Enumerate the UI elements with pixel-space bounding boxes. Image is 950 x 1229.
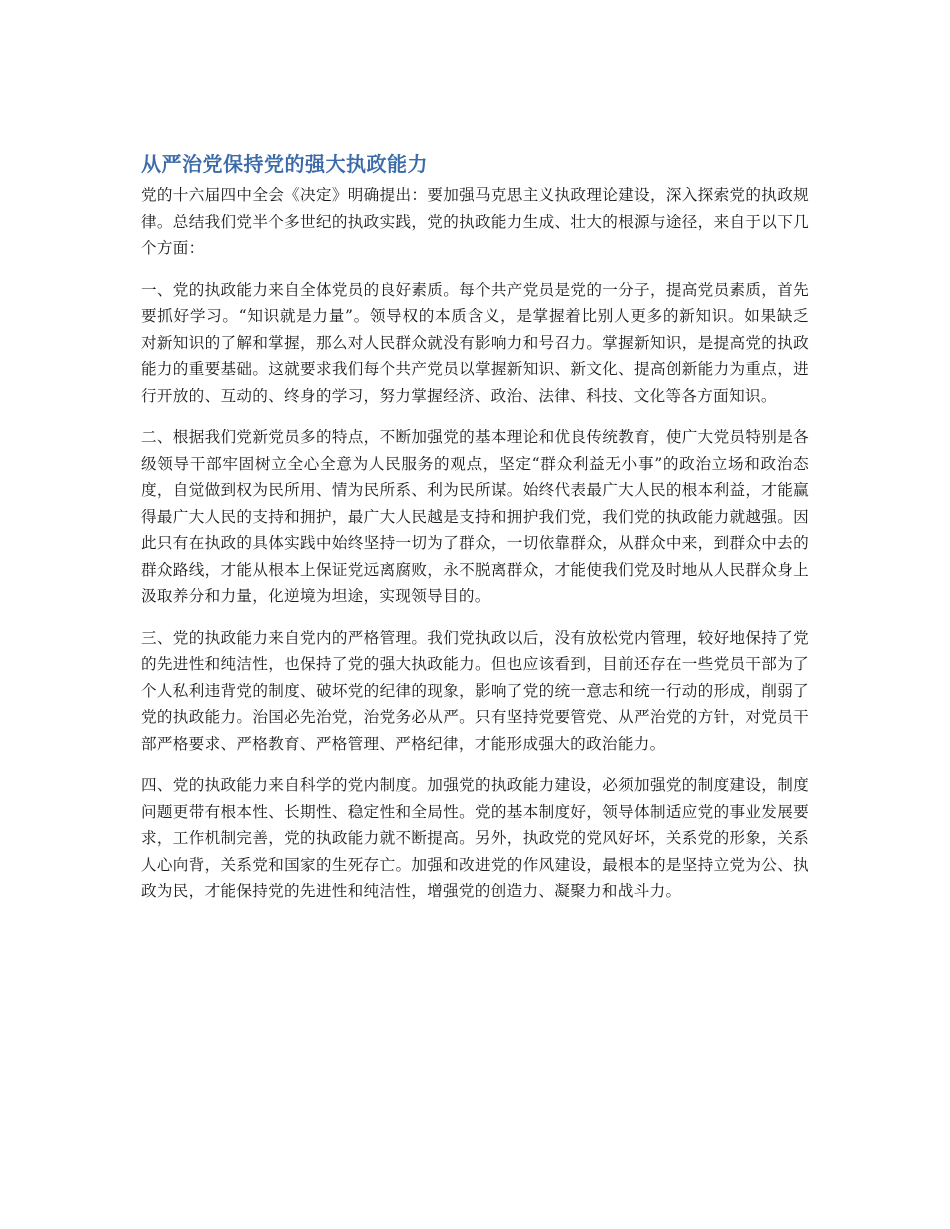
paragraph-4: 四、党的执政能力来自科学的党内制度。加强党的执政能力建设，必须加强党的制度建设，制度问题更带有根本性、长期性、稳定性和全局性。党的基本制度好，领导体制适应党的事业发展要求，工作机制完善，党的执政能力就不断提高。另外，执政党的党风好坏，关系党的形象，关系人心向背，关系党和国家的生死存亡。加强和改进党的作风建设，最根本的是坚持立党为公、执政为民，才能保持党的先进性和纯洁性，增强党的创造力、凝聚力和战斗力。 [141, 776, 809, 900]
document-title: 从严治党保持党的强大执政能力 [141, 152, 428, 176]
document-page [141, 150, 809, 920]
paragraph-intro: 党的十六届四中全会《决定》明确提出：要加强马克思主义执政理论建设，深入探索党的执政规律。总结我们党半个多世纪的执政实践，党的执政能力生成、壮大的根源与途径，来自于以下几个方面： [141, 186, 809, 257]
paragraph-1: 一、党的执政能力来自全体党员的良好素质。每个共产党员是党的一分子，提高党员素质，首先要抓好学习。“知识就是力量”。领导权的本质含义，是掌握着比别人更多的新知识。如果缺乏对新知识的了解和掌握，那么对人民群众就没有影响力和号召力。掌握新知识，是提高党的执政能力的重要基础。这就要求我们每个共产党员以掌握新知识、新文化、提高创新能力为重点，进行开放的、互动的、终身的学习，努力掌握经济、政治、法律、科技、文化等各方面知识。 [141, 280, 809, 405]
paragraph-2: 二、根据我们党新党员多的特点，不断加强党的基本理论和优良传统教育，使广大党员特别是各级领导干部牢固树立全心全意为人民服务的观点，坚定“群众利益无小事”的政治立场和政治态度，自觉做到权为民所用、情为民所系、利为民所谋。始终代表最广大人民的根本利益，才能赢得最广大人民的支持和拥护，最广大人民越是支持和拥护我们党，我们党的执政能力就越强。因此只有在执政的具体实践中始终坚持一切为了群众，一切依靠群众，从群众中来，到群众中去的群众路线，才能从根本上保证党远离腐败，永不脱离群众，才能使我们党及时地从人民群众身上汲取养分和力量，化逆境为坦途，实现领导目的。 [141, 428, 809, 605]
paragraph-3: 三、党的执政能力来自党内的严格管理。我们党执政以后，没有放松党内管理，较好地保持了党的先进性和纯洁性，也保持了党的强大执政能力。但也应该看到，目前还存在一些党员干部为了个人私利违背党的制度、破坏党的纪律的现象，影响了党的统一意志和统一行动的形成，削弱了党的执政能力。治国必先治党，治党务必从严。只有坚持党要管党、从严治党的方针，对党员干部严格要求、严格教育、严格管理、严格纪律，才能形成强大的政治能力。 [141, 628, 809, 753]
